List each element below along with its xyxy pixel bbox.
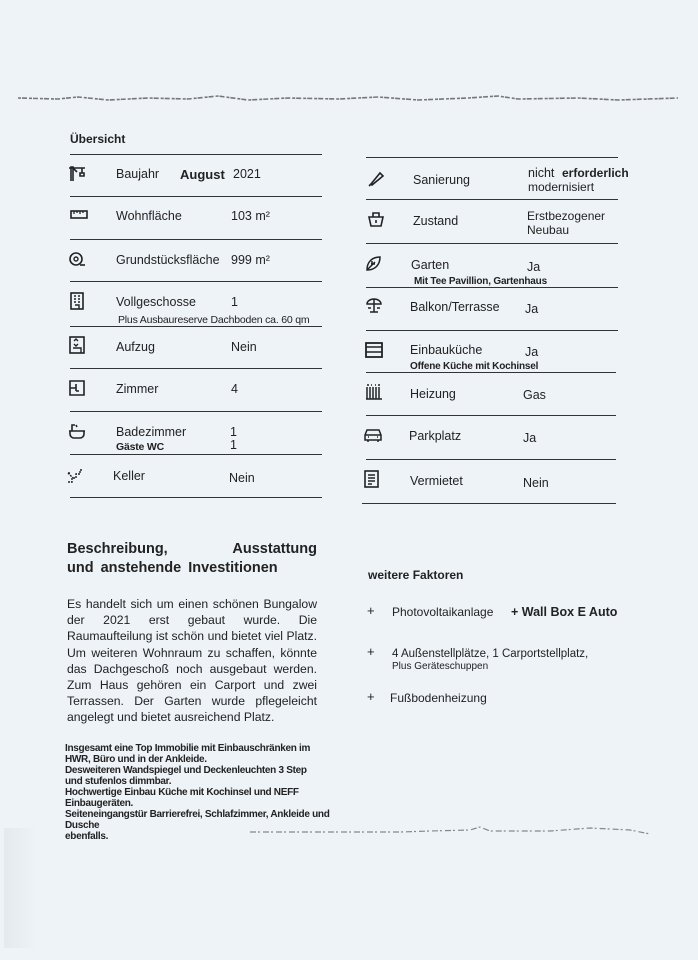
divider (70, 196, 322, 197)
row-value: 999 m² (231, 253, 270, 267)
row-value: Nein (523, 476, 549, 490)
row-label: Zimmer (116, 382, 159, 396)
note-line: Seiteneingangstür Barrierefrei, Schlafzimmer, Ankleide und Dusche (65, 809, 330, 831)
condition-icon (367, 210, 385, 228)
factor-item: Photovoltaikanlage (392, 605, 494, 619)
elevator-icon (68, 336, 86, 354)
row-value-month: August (180, 167, 225, 182)
divider (366, 459, 616, 460)
row-value-year: 2021 (233, 167, 261, 181)
divider (366, 287, 618, 288)
note-line: Insgesamt eine Top Immobilie mit Einbauschränken im (65, 743, 311, 754)
row-label: Vollgeschosse (116, 295, 196, 309)
factors-title: weitere Faktoren (368, 568, 464, 582)
row-label: Balkon/Terrasse (410, 300, 500, 314)
row-value: 1 (231, 295, 238, 309)
row-label: Wohnfläche (116, 209, 182, 223)
row-label: Baujahr (116, 167, 160, 181)
row-label: Parkplatz (409, 429, 462, 443)
contract-icon (363, 470, 381, 488)
row-value: 103 m² (231, 209, 270, 223)
factor-item-sub: Plus Geräteschuppen (392, 661, 489, 672)
divider (366, 330, 618, 331)
row-note: Offene Küche mit Kochinsel (410, 361, 539, 372)
row-value: Gas (523, 388, 546, 402)
divider (70, 239, 322, 240)
divider (366, 415, 616, 416)
divider (366, 199, 618, 200)
description-notes (65, 743, 365, 842)
divider (70, 154, 322, 155)
row-value-line2: modernisiert (528, 180, 595, 194)
row-label: Zustand (413, 214, 459, 228)
row-note: Mit Tee Pavillion, Gartenhaus (414, 276, 547, 287)
row-value: Nein (229, 471, 255, 485)
row-label: Sanierung (413, 173, 470, 187)
divider (70, 326, 322, 327)
factor-bullet: + (367, 689, 375, 704)
factor-bullet: + (367, 644, 375, 659)
divider (70, 411, 322, 412)
row-label-2: Gäste WC (116, 441, 164, 453)
car-icon (364, 426, 382, 444)
row-label: Aufzug (116, 340, 155, 354)
row-label: Grundstücksfläche (116, 253, 220, 267)
row-value: Ja (527, 260, 541, 274)
radiator-icon (365, 383, 383, 401)
factor-item: Fußbodenheizung (390, 691, 487, 705)
divider (70, 497, 322, 498)
parasol-icon (365, 296, 383, 314)
divider (366, 372, 616, 373)
note-line: Desweiteren Wandspiegel und Deckenleuchten 3 Step (65, 765, 307, 776)
kitchen-icon (365, 341, 383, 359)
factor-bullet: + (367, 603, 375, 618)
leaf-icon (364, 255, 382, 273)
row-value-line1a: nicht (528, 166, 555, 180)
building-icon (68, 292, 86, 310)
divider (70, 281, 322, 282)
row-value: Ja (525, 345, 539, 359)
row-label: Heizung (410, 387, 456, 401)
ruler-icon (70, 206, 88, 224)
description-body: Es handelt sich um einen schönen Bungalow der 2021 erst gebaut wurde. Die Raumaufteilung ist schön und bietet viel Platz. Um weiteren Wohnraum zu schaffen, könnte das Dachgeschoß noch ausgebaut werden. Zum Haus gehören ein Carport und zwei Terrassen. Der Garten wurde pflegeleicht angelegt und bietet ausreichend Platz. (67, 597, 317, 725)
note-line: Hochwertige Einbau Küche mit Kochinsel und NEFF Einbaugeräten. (65, 787, 299, 809)
row-value: Nein (231, 340, 257, 354)
row-value-line1b: erforderlich (562, 166, 629, 180)
divider (362, 503, 616, 504)
factor-item: 4 Außenstellplätze, 1 Carportstellplatz, (392, 648, 589, 660)
divider (70, 368, 322, 369)
row-label: Vermietet (410, 474, 463, 488)
divider (70, 454, 322, 455)
divider (366, 243, 618, 244)
divider (366, 157, 618, 158)
row-value-line2: Neubau (527, 223, 570, 237)
row-value-line1: Erstbezogener (527, 209, 606, 223)
note-line: ebenfalls. (65, 831, 109, 842)
crane-icon (68, 164, 86, 182)
row-value: Ja (523, 431, 537, 445)
row-label: Badezimmer (116, 425, 187, 439)
row-label: Keller (113, 469, 145, 483)
stairs-icon (66, 466, 84, 484)
description-heading (67, 540, 317, 578)
description-heading-line2: und anstehende Investitionen (67, 560, 278, 576)
heading-word: Beschreibung, (67, 541, 168, 557)
description-heading-line1 (67, 540, 317, 559)
note-line: und stufenlos dimmbar. (65, 776, 172, 787)
note-line: HWR, Büro und in der Ankleide. (65, 754, 207, 765)
row-label: Einbauküche (410, 343, 483, 357)
plot-area-icon (68, 250, 86, 268)
row-value-2: 1 (230, 438, 237, 452)
factor-item-extra: + Wall Box E Auto (511, 605, 618, 619)
row-label: Garten (411, 258, 450, 272)
row-note: Plus Ausbaureserve Dachboden ca. 60 qm (118, 314, 310, 326)
overview-title: Übersicht (70, 132, 126, 146)
row-value: Ja (525, 302, 539, 316)
row-value: 4 (231, 382, 238, 396)
floorplan-icon (68, 379, 86, 397)
trowel-icon (367, 170, 385, 188)
heading-word: Ausstattung (232, 541, 317, 557)
scan-edge-top (18, 94, 678, 104)
row-value: 1 (230, 425, 237, 439)
bathtub-icon (68, 422, 86, 440)
scan-shadow (4, 828, 38, 948)
